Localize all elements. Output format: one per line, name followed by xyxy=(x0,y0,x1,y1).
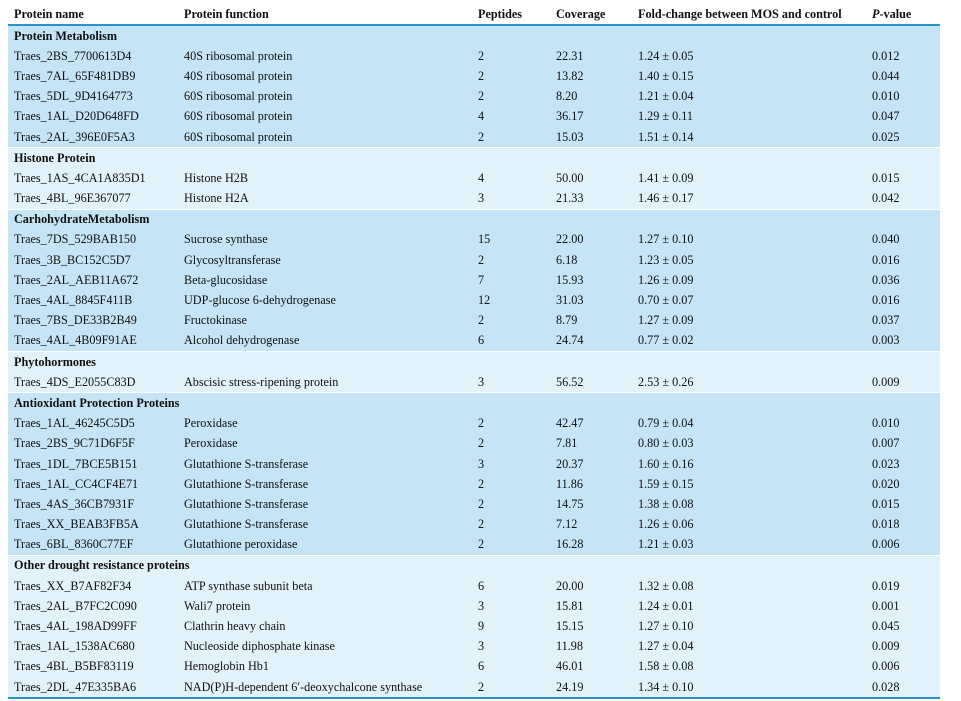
table-row xyxy=(8,270,940,290)
header-peptides: Peptides xyxy=(472,4,550,25)
peptides-cell: 15 xyxy=(472,230,550,250)
fold-change-cell: 0.80 ± 0.03 xyxy=(632,434,866,454)
protein-name-cell: Traes_2BS_7700613D4 xyxy=(8,46,178,66)
fold-change-cell: 1.51 ± 0.14 xyxy=(632,127,866,148)
table-row xyxy=(8,46,940,66)
fold-change-cell: 1.60 ± 0.16 xyxy=(632,454,866,474)
protein-name-cell: Traes_4DS_E2055C83D xyxy=(8,372,178,393)
table-row xyxy=(8,637,940,657)
fold-change-cell: 1.27 ± 0.04 xyxy=(632,637,866,657)
peptides-cell: 12 xyxy=(472,290,550,310)
coverage-cell: 13.82 xyxy=(550,66,632,86)
table-row xyxy=(8,474,940,494)
fold-change-cell: 1.46 ± 0.17 xyxy=(632,189,866,210)
peptides-cell: 6 xyxy=(472,657,550,677)
p-value-cell: 0.009 xyxy=(866,637,940,657)
peptides-cell: 2 xyxy=(472,127,550,148)
fold-change-cell: 1.23 ± 0.05 xyxy=(632,250,866,270)
protein-table xyxy=(8,4,940,699)
fold-change-cell: 1.21 ± 0.04 xyxy=(632,87,866,107)
protein-name-cell: Traes_1AL_1538AC680 xyxy=(8,637,178,657)
p-value-cell: 0.020 xyxy=(866,474,940,494)
protein-name-cell: Traes_2AL_AEB11A672 xyxy=(8,270,178,290)
group-title: Protein Metabolism xyxy=(8,25,940,46)
protein-function-cell: Beta-glucosidase xyxy=(178,270,472,290)
fold-change-cell: 0.77 ± 0.02 xyxy=(632,331,866,352)
table-row xyxy=(8,677,940,698)
protein-function-cell: 60S ribosomal protein xyxy=(178,87,472,107)
peptides-cell: 3 xyxy=(472,454,550,474)
protein-name-cell: Traes_4AL_4B09F91AE xyxy=(8,331,178,352)
header-protein-function: Protein function xyxy=(178,4,472,25)
header-p-value xyxy=(866,4,940,25)
table-row xyxy=(8,616,940,636)
protein-function-cell: Sucrose synthase xyxy=(178,230,472,250)
group-header-row xyxy=(8,25,940,46)
protein-function-cell: UDP-glucose 6-dehydrogenase xyxy=(178,290,472,310)
coverage-cell: 6.18 xyxy=(550,250,632,270)
protein-name-cell: Traes_4AS_36CB7931F xyxy=(8,494,178,514)
fold-change-cell: 1.41 ± 0.09 xyxy=(632,168,866,188)
p-value-cell: 0.025 xyxy=(866,127,940,148)
coverage-cell: 24.74 xyxy=(550,331,632,352)
protein-function-cell: Histone H2A xyxy=(178,189,472,210)
protein-table-container xyxy=(8,4,940,699)
fold-change-cell: 1.27 ± 0.09 xyxy=(632,311,866,331)
coverage-cell: 15.93 xyxy=(550,270,632,290)
protein-function-cell: NAD(P)H-dependent 6′-deoxychalcone synthase xyxy=(178,677,472,698)
protein-function-cell: Glutathione S-transferase xyxy=(178,454,472,474)
p-value-cell: 0.045 xyxy=(866,616,940,636)
peptides-cell: 4 xyxy=(472,168,550,188)
coverage-cell: 21.33 xyxy=(550,189,632,210)
coverage-cell: 46.01 xyxy=(550,657,632,677)
protein-function-cell: Peroxidase xyxy=(178,434,472,454)
protein-function-cell: ATP synthase subunit beta xyxy=(178,576,472,596)
peptides-cell: 2 xyxy=(472,515,550,535)
protein-function-cell: Peroxidase xyxy=(178,414,472,434)
p-value-cell: 0.006 xyxy=(866,535,940,556)
protein-name-cell: Traes_3B_BC152C5D7 xyxy=(8,250,178,270)
p-value-cell: 0.044 xyxy=(866,66,940,86)
header-protein-name: Protein name xyxy=(8,4,178,25)
fold-change-cell: 1.27 ± 0.10 xyxy=(632,230,866,250)
protein-name-cell: Traes_1AL_CC4CF4E71 xyxy=(8,474,178,494)
peptides-cell: 6 xyxy=(472,331,550,352)
protein-name-cell: Traes_1AL_D20D648FD xyxy=(8,107,178,127)
fold-change-cell: 0.70 ± 0.07 xyxy=(632,290,866,310)
coverage-cell: 20.37 xyxy=(550,454,632,474)
protein-name-cell: Traes_XX_BEAB3FB5A xyxy=(8,515,178,535)
peptides-cell: 3 xyxy=(472,372,550,393)
peptides-cell: 2 xyxy=(472,46,550,66)
protein-function-cell: Glutathione S-transferase xyxy=(178,515,472,535)
protein-name-cell: Traes_7BS_DE33B2B49 xyxy=(8,311,178,331)
peptides-cell: 2 xyxy=(472,311,550,331)
group-title: Phytohormones xyxy=(8,352,940,373)
table-row xyxy=(8,66,940,86)
peptides-cell: 2 xyxy=(472,494,550,514)
coverage-cell: 24.19 xyxy=(550,677,632,698)
peptides-cell: 6 xyxy=(472,576,550,596)
peptides-cell: 2 xyxy=(472,414,550,434)
protein-function-cell: 60S ribosomal protein xyxy=(178,127,472,148)
header-row xyxy=(8,4,940,25)
p-value-cell: 0.003 xyxy=(866,331,940,352)
table-row xyxy=(8,107,940,127)
table-row xyxy=(8,657,940,677)
p-value-cell: 0.042 xyxy=(866,189,940,210)
coverage-cell: 22.31 xyxy=(550,46,632,66)
table-row xyxy=(8,189,940,210)
peptides-cell: 2 xyxy=(472,434,550,454)
group-header-row xyxy=(8,393,940,414)
fold-change-cell: 1.27 ± 0.10 xyxy=(632,616,866,636)
coverage-cell: 11.86 xyxy=(550,474,632,494)
group-header-row xyxy=(8,555,940,576)
peptides-cell: 2 xyxy=(472,535,550,556)
protein-name-cell: Traes_7DS_529BAB150 xyxy=(8,230,178,250)
table-header xyxy=(8,4,940,25)
table-row xyxy=(8,535,940,556)
coverage-cell: 42.47 xyxy=(550,414,632,434)
protein-function-cell: Clathrin heavy chain xyxy=(178,616,472,636)
protein-name-cell: Traes_2BS_9C71D6F5F xyxy=(8,434,178,454)
fold-change-cell: 1.32 ± 0.08 xyxy=(632,576,866,596)
table-row xyxy=(8,596,940,616)
peptides-cell: 2 xyxy=(472,87,550,107)
table-row xyxy=(8,494,940,514)
coverage-cell: 8.79 xyxy=(550,311,632,331)
peptides-cell: 2 xyxy=(472,250,550,270)
p-symbol: P xyxy=(872,6,880,21)
protein-name-cell: Traes_1DL_7BCE5B151 xyxy=(8,454,178,474)
p-value-cell: 0.015 xyxy=(866,168,940,188)
header-fold-change: Fold-change between MOS and control xyxy=(632,4,866,25)
protein-name-cell: Traes_7AL_65F481DB9 xyxy=(8,66,178,86)
table-row xyxy=(8,311,940,331)
p-value-cell: 0.012 xyxy=(866,46,940,66)
peptides-cell: 9 xyxy=(472,616,550,636)
fold-change-cell: 1.29 ± 0.11 xyxy=(632,107,866,127)
group-title: Histone Protein xyxy=(8,148,940,169)
p-value-cell: 0.023 xyxy=(866,454,940,474)
p-value-cell: 0.010 xyxy=(866,87,940,107)
protein-function-cell: Glutathione peroxidase xyxy=(178,535,472,556)
protein-name-cell: Traes_6BL_8360C77EF xyxy=(8,535,178,556)
p-value-cell: 0.047 xyxy=(866,107,940,127)
group-header-row xyxy=(8,209,940,230)
coverage-cell: 14.75 xyxy=(550,494,632,514)
peptides-cell: 3 xyxy=(472,637,550,657)
table-row xyxy=(8,250,940,270)
fold-change-cell: 0.79 ± 0.04 xyxy=(632,414,866,434)
coverage-cell: 15.15 xyxy=(550,616,632,636)
peptides-cell: 2 xyxy=(472,66,550,86)
protein-name-cell: Traes_2AL_B7FC2C090 xyxy=(8,596,178,616)
table-body xyxy=(8,25,940,698)
peptides-cell: 7 xyxy=(472,270,550,290)
group-title: Antioxidant Protection Proteins xyxy=(8,393,940,414)
p-value-cell: 0.010 xyxy=(866,414,940,434)
fold-change-cell: 1.34 ± 0.10 xyxy=(632,677,866,698)
peptides-cell: 2 xyxy=(472,474,550,494)
p-value-cell: 0.019 xyxy=(866,576,940,596)
protein-name-cell: Traes_1AS_4CA1A835D1 xyxy=(8,168,178,188)
table-row xyxy=(8,168,940,188)
coverage-cell: 7.81 xyxy=(550,434,632,454)
coverage-cell: 15.03 xyxy=(550,127,632,148)
table-row xyxy=(8,576,940,596)
protein-name-cell: Traes_2DL_47E335BA6 xyxy=(8,677,178,698)
protein-function-cell: Wali7 protein xyxy=(178,596,472,616)
protein-name-cell: Traes_2AL_396E0F5A3 xyxy=(8,127,178,148)
p-value-cell: 0.016 xyxy=(866,250,940,270)
table-row xyxy=(8,230,940,250)
protein-function-cell: Glycosyltransferase xyxy=(178,250,472,270)
group-header-row xyxy=(8,352,940,373)
p-value-cell: 0.009 xyxy=(866,372,940,393)
coverage-cell: 7.12 xyxy=(550,515,632,535)
fold-change-cell: 1.24 ± 0.01 xyxy=(632,596,866,616)
protein-function-cell: 60S ribosomal protein xyxy=(178,107,472,127)
coverage-cell: 22.00 xyxy=(550,230,632,250)
fold-change-cell: 1.24 ± 0.05 xyxy=(632,46,866,66)
protein-function-cell: Glutathione S-transferase xyxy=(178,494,472,514)
p-value-cell: 0.018 xyxy=(866,515,940,535)
fold-change-cell: 1.58 ± 0.08 xyxy=(632,657,866,677)
table-row xyxy=(8,127,940,148)
peptides-cell: 3 xyxy=(472,189,550,210)
protein-function-cell: Glutathione S-transferase xyxy=(178,474,472,494)
table-row xyxy=(8,290,940,310)
peptides-cell: 3 xyxy=(472,596,550,616)
p-value-cell: 0.040 xyxy=(866,230,940,250)
coverage-cell: 8.20 xyxy=(550,87,632,107)
coverage-cell: 16.28 xyxy=(550,535,632,556)
protein-name-cell: Traes_4BL_B5BF83119 xyxy=(8,657,178,677)
protein-function-cell: Histone H2B xyxy=(178,168,472,188)
coverage-cell: 20.00 xyxy=(550,576,632,596)
protein-function-cell: 40S ribosomal protein xyxy=(178,66,472,86)
p-value-cell: 0.016 xyxy=(866,290,940,310)
protein-name-cell: Traes_1AL_46245C5D5 xyxy=(8,414,178,434)
group-header-row xyxy=(8,148,940,169)
group-title: Other drought resistance proteins xyxy=(8,555,940,576)
protein-function-cell: Nucleoside diphosphate kinase xyxy=(178,637,472,657)
table-row xyxy=(8,454,940,474)
protein-name-cell: Traes_4AL_8845F411B xyxy=(8,290,178,310)
fold-change-cell: 1.59 ± 0.15 xyxy=(632,474,866,494)
table-row xyxy=(8,414,940,434)
fold-change-cell: 1.26 ± 0.09 xyxy=(632,270,866,290)
coverage-cell: 11.98 xyxy=(550,637,632,657)
fold-change-cell: 1.40 ± 0.15 xyxy=(632,66,866,86)
protein-function-cell: Fructokinase xyxy=(178,311,472,331)
protein-name-cell: Traes_XX_B7AF82F34 xyxy=(8,576,178,596)
protein-function-cell: Hemoglobin Hb1 xyxy=(178,657,472,677)
p-value-cell: 0.007 xyxy=(866,434,940,454)
table-row xyxy=(8,87,940,107)
protein-name-cell: Traes_5DL_9D4164773 xyxy=(8,87,178,107)
fold-change-cell: 2.53 ± 0.26 xyxy=(632,372,866,393)
p-value-cell: 0.028 xyxy=(866,677,940,698)
table-row xyxy=(8,372,940,393)
peptides-cell: 4 xyxy=(472,107,550,127)
protein-name-cell: Traes_4AL_198AD99FF xyxy=(8,616,178,636)
protein-name-cell: Traes_4BL_96E367077 xyxy=(8,189,178,210)
p-value-cell: 0.036 xyxy=(866,270,940,290)
fold-change-cell: 1.26 ± 0.06 xyxy=(632,515,866,535)
coverage-cell: 50.00 xyxy=(550,168,632,188)
table-row xyxy=(8,434,940,454)
coverage-cell: 36.17 xyxy=(550,107,632,127)
p-value-suffix: -value xyxy=(879,6,912,21)
table-row xyxy=(8,331,940,352)
header-coverage: Coverage xyxy=(550,4,632,25)
p-value-cell: 0.015 xyxy=(866,494,940,514)
p-value-cell: 0.037 xyxy=(866,311,940,331)
coverage-cell: 31.03 xyxy=(550,290,632,310)
p-value-cell: 0.006 xyxy=(866,657,940,677)
coverage-cell: 15.81 xyxy=(550,596,632,616)
protein-function-cell: Alcohol dehydrogenase xyxy=(178,331,472,352)
protein-function-cell: Abscisic stress-ripening protein xyxy=(178,372,472,393)
peptides-cell: 2 xyxy=(472,677,550,698)
group-title: CarhohydrateMetabolism xyxy=(8,209,940,230)
table-row xyxy=(8,515,940,535)
protein-function-cell: 40S ribosomal protein xyxy=(178,46,472,66)
p-value-cell: 0.001 xyxy=(866,596,940,616)
fold-change-cell: 1.21 ± 0.03 xyxy=(632,535,866,556)
coverage-cell: 56.52 xyxy=(550,372,632,393)
fold-change-cell: 1.38 ± 0.08 xyxy=(632,494,866,514)
